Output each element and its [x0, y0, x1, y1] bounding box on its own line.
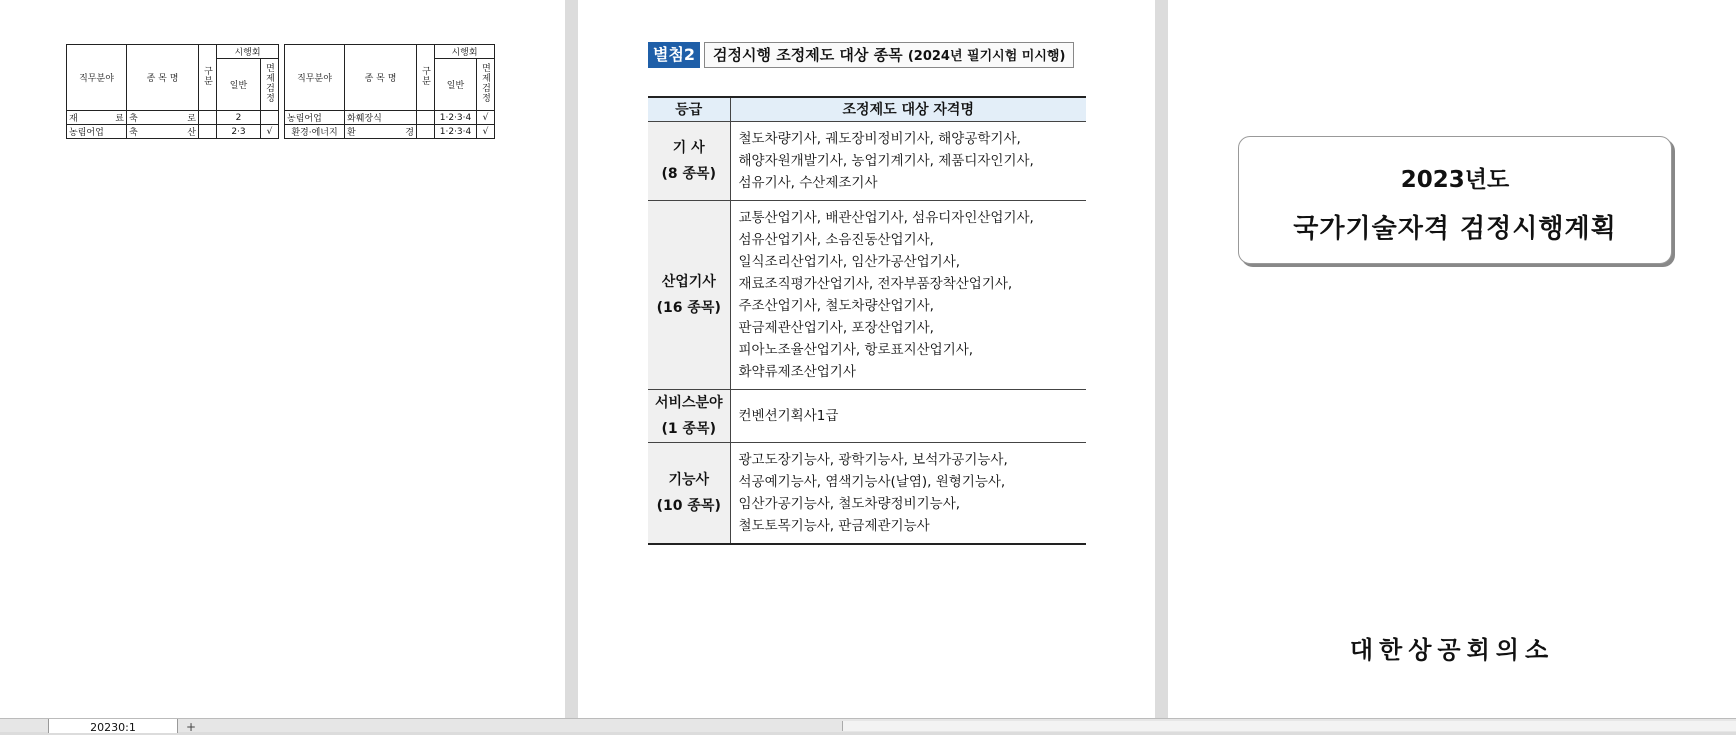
header-type: 구분 [202, 66, 212, 86]
page-2 [578, 0, 1155, 718]
checkmark: √ [477, 125, 495, 139]
exam-table-right [284, 44, 495, 139]
header-name: 종 목 명 [127, 45, 199, 111]
table-row: 농림어업 화훼장식 1·2·3·4 √ [285, 111, 495, 125]
table-row: 농림어업 축 산 2·3 √ [67, 125, 279, 139]
table-row: 환경·에너지 환 경 1·2·3·4 √ [285, 125, 495, 139]
table-row: 서비스분야 (1 종목) 컨벤션기획사1급 [648, 389, 1086, 442]
attachment-label: 별첨2 [648, 42, 700, 68]
organization-name: 대한상공회의소 [1349, 635, 1555, 664]
header-list: 조정제도 대상 자격명 [730, 97, 1086, 121]
table-row: 기능사 (10 종목) 광고도장기능사, 광학기능사, 보석가공기능사, 석공예기능사, 염색기능사(날염), 원형기능사, 임산가공기능사, 철도차량정비기능사, 철도토목기능사, 판금제관기능사 [648, 442, 1086, 544]
header-general: 일반 [217, 59, 261, 111]
sheet-tab-bar [0, 718, 1736, 732]
header-session: 시행회 [217, 45, 279, 59]
attachment-subtitle: (2024년 필기시험 미시행) [907, 49, 1066, 64]
table-row: 재 료 축 로 2 [67, 111, 279, 125]
cover-title-box [1238, 136, 1672, 264]
cover-title: 국가기술자격 검정시행계획 [1293, 214, 1617, 244]
attachment-heading [648, 42, 1074, 68]
checkmark: √ [477, 111, 495, 125]
header-exempt: 면제검정 [480, 63, 490, 103]
horizontal-scrollbar[interactable] [842, 721, 1736, 731]
table-row: 기 사 (8 종목) 철도차량기사, 궤도장비정비기사, 해양공학기사, 해양자원개발기사, 농업기계기사, 제품디자인기사, 섬유기사, 수산제조기사 [648, 121, 1086, 200]
page-1 [0, 0, 565, 718]
header-general: 일반 [435, 59, 477, 111]
table-row: 산업기사 (16 종목) 교통산업기사, 배관산업기사, 섬유디자인산업기사, 섬유산업기사, 소음진동산업기사, 일식조리산업기사, 임산가공산업기사, 재료조직평가산업기사, 전자부품장착산업기사, 주조산업기사, 철도차량산업기사, 판금제관산업기사, 포장산업기사, 피아노조율산업기사, 항로표지산업기사, 화약류제조산업기사 [648, 200, 1086, 389]
header-field: 직무분야 [67, 45, 127, 111]
header-field: 직무분야 [285, 45, 345, 111]
header-exempt: 면제검정 [264, 63, 274, 103]
checkmark: √ [261, 125, 279, 139]
adjusted-items-table [648, 96, 1086, 545]
header-name: 종 목 명 [345, 45, 417, 111]
header-grade: 등급 [648, 97, 730, 121]
exam-table-left [66, 44, 279, 139]
cover-year: 2023년도 [1400, 167, 1510, 193]
page-3 [1168, 0, 1736, 718]
header-type: 구분 [420, 66, 430, 86]
sheet-tab[interactable]: 20230:1 [48, 719, 178, 733]
attachment-title: 검정시행 조정제도 대상 종목 (2024년 필기시험 미시행) [704, 42, 1074, 68]
header-session: 시행회 [435, 45, 495, 59]
add-sheet-icon[interactable]: + [186, 720, 197, 734]
